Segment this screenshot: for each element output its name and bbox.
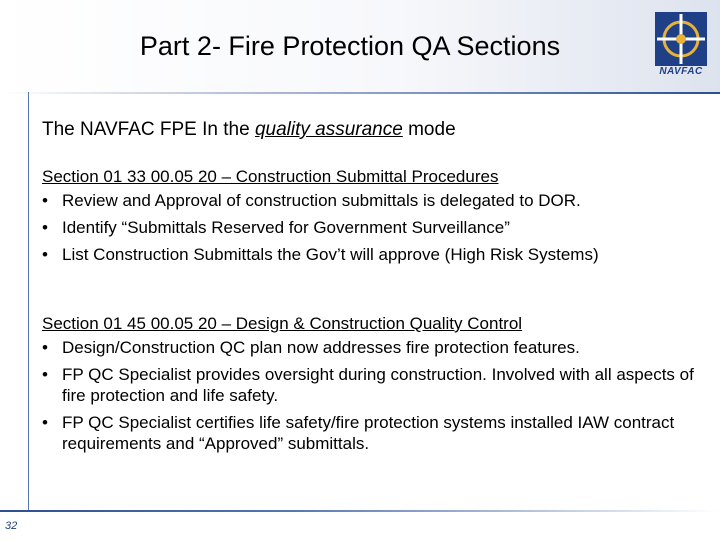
- list-item: [42, 190, 702, 211]
- section-title: Section 01 33 00.05 20 – Construction Submittal Procedures: [42, 167, 499, 186]
- left-margin-rule: [28, 92, 29, 510]
- bullet-list: [42, 337, 702, 454]
- list-item-text: FP QC Specialist certifies life safety/fire protection systems installed IAW contract requirements and “Approved” submittals.: [62, 413, 675, 453]
- list-item: [42, 244, 702, 265]
- list-item-text: Review and Approval of construction submittals is delegated to DOR.: [62, 191, 581, 210]
- heading-emphasis: quality assurance: [254, 119, 403, 140]
- page-title: Part 2- Fire Protection QA Sections: [139, 31, 561, 61]
- bullet-icon: •: [42, 218, 48, 237]
- section-submittal-procedures: [42, 166, 702, 271]
- list-item: [42, 217, 702, 238]
- navfac-logo-text: NAVFAC: [659, 66, 703, 77]
- bullet-list: [42, 190, 702, 265]
- header-divider: [0, 92, 720, 94]
- list-item: [42, 337, 702, 358]
- list-item-text: Design/Construction QC plan now addresses fire protection features.: [62, 338, 580, 357]
- list-item-text: FP QC Specialist provides oversight during construction. Involved with all aspects of fire protection and life safety.: [62, 365, 694, 405]
- slide-heading: [42, 118, 456, 142]
- list-item-text: Identify “Submittals Reserved for Government Surveillance”: [62, 218, 510, 237]
- heading-suffix: mode: [402, 119, 456, 140]
- list-item: [42, 412, 702, 454]
- footer-divider: [0, 510, 720, 512]
- bullet-icon: •: [42, 245, 48, 264]
- bullet-icon: •: [42, 191, 48, 210]
- bullet-icon: •: [42, 365, 48, 384]
- list-item: [42, 364, 702, 406]
- list-item-text: List Construction Submittals the Gov’t will approve (High Risk Systems): [62, 245, 599, 264]
- section-title: Section 01 45 00.05 20 – Design & Construction Quality Control: [42, 314, 523, 333]
- section-quality-control: [42, 313, 702, 460]
- bullet-icon: •: [42, 413, 48, 432]
- bullet-icon: •: [42, 338, 48, 357]
- page-number: 32: [5, 520, 18, 532]
- heading-prefix: The NAVFAC FPE In the: [42, 119, 255, 140]
